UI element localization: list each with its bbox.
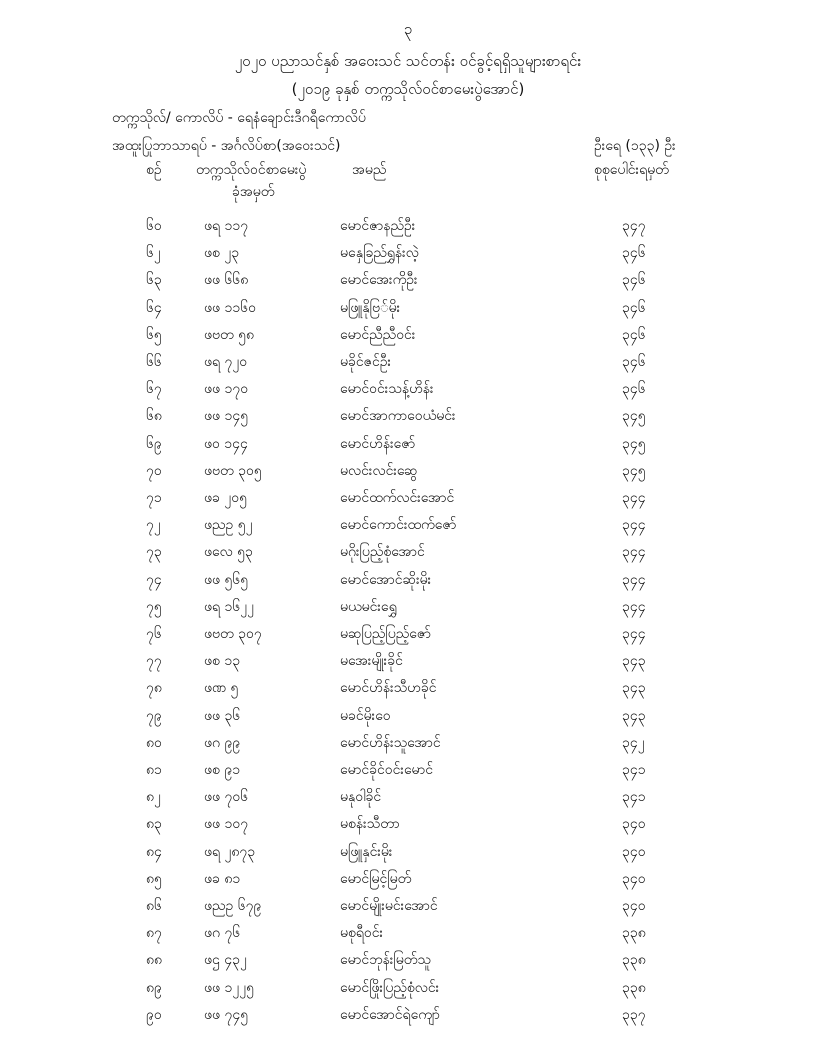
student-name: မစုရီဝင်း xyxy=(340,925,384,942)
table-row xyxy=(0,270,816,297)
total-mark: ၃၄၆ xyxy=(622,272,646,289)
row-number: ၇၅ xyxy=(146,598,162,615)
student-name: မောင်ဘုန်းမြတ်သူ xyxy=(340,952,431,969)
row-number: ၇၂ xyxy=(146,517,161,534)
roll-number: ဖဖ ၁၄၅ xyxy=(204,408,249,425)
roll-number: ဖဝ ၁၄၄ xyxy=(204,435,248,452)
total-mark: ၃၄၀ xyxy=(622,898,646,914)
total-mark: ၃၄၅ xyxy=(622,462,646,479)
row-number: ၈၇ xyxy=(146,925,162,942)
university-line: တက္ကသိုလ်/ ကောလိပ် - ရေနံချောင်းဒီဂရီကောလိပ် xyxy=(112,110,366,126)
row-number: ၇၄ xyxy=(146,571,162,588)
row-number: ၇၀ xyxy=(146,462,162,479)
table-row xyxy=(0,216,816,243)
table-row xyxy=(0,651,816,678)
row-number: ၈၉ xyxy=(146,979,162,996)
student-name: မောင်အောင်ဆိုးမိုး xyxy=(340,571,432,588)
total-mark: ၃၄၇ xyxy=(622,218,646,234)
column-header-total: စုစုပေါင်းရမှတ် xyxy=(594,162,669,178)
table-row xyxy=(0,706,816,733)
table-row xyxy=(0,488,816,515)
table-row xyxy=(0,678,816,705)
table-row xyxy=(0,542,816,569)
student-name: မောင်ဟိန်းသီဟခိုင် xyxy=(340,680,437,697)
table-row xyxy=(0,515,816,542)
table-row xyxy=(0,923,816,950)
student-name: မောင်အောင်ရဲကျော် xyxy=(340,1006,440,1023)
page-number: ၃ xyxy=(403,20,413,38)
table-row xyxy=(0,814,816,841)
table-row xyxy=(0,978,816,1005)
table-row xyxy=(0,298,816,325)
roll-number: ဖဗတ ၃၀၇ xyxy=(204,626,262,642)
student-name: မောင်ဖြိုးပြည့်စုံလင်း xyxy=(340,979,440,996)
total-mark: ၃၄၆ xyxy=(622,299,646,316)
table-row xyxy=(0,379,816,406)
roll-number: ဖဗတ ၃၀၅ xyxy=(204,462,262,479)
roll-number: ဖလေ ၅၃ xyxy=(204,544,253,561)
roll-number: ဖညဥ ၅၂ xyxy=(204,517,253,534)
student-name: မောင်ဟိန်းဇော် xyxy=(340,435,416,452)
table-row xyxy=(0,325,816,352)
roll-number: ဖဖ ၇၀၆ xyxy=(204,789,249,806)
row-number: ၇၁ xyxy=(146,490,162,506)
student-name: မောင်ခိုင်ဝင်းမောင် xyxy=(340,762,434,778)
table-row xyxy=(0,461,816,488)
student-name: မခိုင်ဇင်ဦး xyxy=(340,354,392,370)
title-line-2: (၂၀၁၉ ခုနှစ် တက္ကသိုလ်ဝင်စာမေးပွဲအောင်) xyxy=(291,80,525,98)
roll-number: ဖဖ ၁၇၀ xyxy=(204,381,249,398)
column-header-roll-line2: ခုံအမှတ် xyxy=(232,184,275,200)
row-number: ၇၇ xyxy=(146,653,162,670)
student-name: မောင်အေးကိုဦး xyxy=(340,272,418,289)
roll-number: ဖဖ ၁၁၆၀ xyxy=(204,299,256,316)
student-name: မစန်းသီတာ xyxy=(340,816,400,833)
row-number: ၈၂ xyxy=(146,789,161,806)
roll-number: ဖစ ၁၃ xyxy=(204,653,241,670)
table-row xyxy=(0,842,816,869)
roll-number: ဖစ ၂၃ xyxy=(204,245,240,262)
student-name: မောင်ညီညီဝင်း xyxy=(340,326,416,343)
table-row xyxy=(0,243,816,270)
total-mark: ၃၄၀ xyxy=(622,843,646,860)
intake-count: ဦးရေ (၁၃၃) ဦး xyxy=(594,138,676,154)
roll-number: ဖဖ ၇၄၅ xyxy=(204,1006,249,1023)
row-number: ၈၀ xyxy=(146,734,162,751)
roll-number: ဖဏ ၅ xyxy=(204,680,239,697)
student-name: မခင်မိုးဝေ xyxy=(340,707,391,724)
row-number: ၆၀ xyxy=(146,218,162,234)
student-name: မဆုပြည့်ပြည့်ဇော် xyxy=(340,626,431,642)
total-mark: ၃၄၅ xyxy=(622,435,646,452)
row-number: ၆၅ xyxy=(146,326,162,343)
row-number: ၆၆ xyxy=(146,354,162,370)
total-mark: ၃၃၇ xyxy=(622,1006,646,1023)
total-mark: ၃၄၀ xyxy=(622,870,646,887)
roll-number: ဖရ ၂၈၇၃ xyxy=(204,843,256,860)
roll-number: ဖခ ၂၀၅ xyxy=(204,490,247,506)
student-name: မဖြူနိုဗြ်မိုး xyxy=(340,299,401,316)
table-row xyxy=(0,434,816,461)
total-mark: ၃၄၄ xyxy=(622,490,646,506)
table-row xyxy=(0,624,816,651)
table-row xyxy=(0,787,816,814)
student-name: မဖြူနှင်းမိုး xyxy=(340,843,393,860)
student-name: မောင်အာကာဝေယံမင်း xyxy=(340,408,456,425)
student-name: မနုဝါခိုင် xyxy=(340,789,382,806)
total-mark: ၃၄၂ xyxy=(622,734,645,751)
total-mark: ၃၄၆ xyxy=(622,354,646,370)
total-mark: ၃၄၃ xyxy=(622,653,646,670)
row-number: ၇၉ xyxy=(146,707,162,724)
column-header-no: စဉ် xyxy=(146,162,162,178)
row-number: ၉၀ xyxy=(146,1006,162,1023)
roll-number: ဖဂ ၉၉ xyxy=(204,734,241,751)
table-row xyxy=(0,352,816,379)
table-row xyxy=(0,950,816,977)
total-mark: ၃၄၁ xyxy=(622,789,646,806)
table-row xyxy=(0,597,816,624)
student-name: မောင်ဟိန်းသူအောင် xyxy=(340,734,441,751)
roll-number: ဖဗတ ၅၈ xyxy=(204,326,254,343)
row-number: ၈၆ xyxy=(146,898,162,914)
roll-number: ဖဖ ၁၀၇ xyxy=(204,816,249,833)
column-header-name: အမည် xyxy=(352,162,387,178)
student-name: မောင်ထက်လင်းအောင် xyxy=(340,490,455,506)
roll-number: ဖဖ ၅၆၅ xyxy=(204,571,249,588)
row-number: ၆၈ xyxy=(146,408,162,425)
student-name: မောင်ကောင်းထက်ဇော် xyxy=(340,517,457,534)
table-row xyxy=(0,896,816,923)
total-mark: ၃၄၀ xyxy=(622,816,646,833)
table-row xyxy=(0,1005,816,1032)
roll-number: ဖစ ၉၁ xyxy=(204,762,241,778)
row-number: ၈၃ xyxy=(146,816,162,833)
total-mark: ၃၄၃ xyxy=(622,707,646,724)
row-number: ၆၉ xyxy=(146,435,162,452)
title-line-1: ၂၀၂၀ ပညာသင်နှစ် အဝေးသင် သင်တန်း ဝင်ခွင့်ရရှိသူများစာရင်း xyxy=(234,52,582,70)
total-mark: ၃၄၅ xyxy=(622,408,646,425)
row-number: ၈၄ xyxy=(146,843,162,860)
total-mark: ၃၄၄ xyxy=(622,598,646,615)
roll-number: ဖဖ ၆၆၈ xyxy=(204,272,249,289)
row-number: ၈၁ xyxy=(146,762,162,778)
student-name: မဂိုးပြည့်စုံအောင် xyxy=(340,544,425,561)
total-mark: ၃၄၄ xyxy=(622,626,646,642)
total-mark: ၃၄၄ xyxy=(622,544,646,561)
subject-line: အထူးပြုဘာသာရပ် - အင်္ဂလိပ်စာ(အဝေးသင်) xyxy=(112,138,341,154)
total-mark: ၃၄၄ xyxy=(622,517,646,534)
total-mark: ၃၃၈ xyxy=(622,925,646,942)
student-name: မောင်မြင့်မြတ် xyxy=(340,870,412,887)
roll-number: ဖခ ၈၁ xyxy=(204,870,241,887)
roll-number: ဖဌ ၄၃၂ xyxy=(204,952,247,969)
column-header-roll: တက္ကသိုလ်ဝင်စာမေးပွဲ xyxy=(196,162,307,178)
total-mark: ၃၃၈ xyxy=(622,952,646,969)
table-row xyxy=(0,760,816,787)
roll-number: ဖဖ ၃၆ xyxy=(204,707,241,724)
row-number: ၆၃ xyxy=(146,272,162,289)
total-mark: ၃၄၆ xyxy=(622,245,646,262)
total-mark: ၃၄၆ xyxy=(622,326,646,343)
student-name: မောင်ဇာနည်ဦး xyxy=(340,218,416,234)
roll-number: ဖဖ ၁၂၂၅ xyxy=(204,979,254,996)
table-row xyxy=(0,733,816,760)
student-name: မယမင်းရွှေ xyxy=(340,598,397,615)
roll-number: ဖဂ ၇၆ xyxy=(204,925,241,942)
student-name: မောင်မျိုးမင်းအောင် xyxy=(340,898,438,914)
table-row xyxy=(0,406,816,433)
total-mark: ၃၄၃ xyxy=(622,680,646,697)
roll-number: ဖရ ၁၁၇ xyxy=(204,218,249,234)
roll-number: ဖရ ၇၂၀ xyxy=(204,354,248,370)
row-number: ၈၅ xyxy=(146,870,162,887)
student-name: မနှေခြည်ရွှန်းလဲ့ xyxy=(340,245,419,262)
total-mark: ၃၄၆ xyxy=(622,381,646,398)
row-number: ၆၄ xyxy=(146,299,162,316)
row-number: ၇၈ xyxy=(146,680,162,697)
row-number: ၈၈ xyxy=(146,952,162,969)
row-number: ၆၇ xyxy=(146,381,162,398)
table-row xyxy=(0,869,816,896)
student-name: မအေးမျိုးခိုင် xyxy=(340,653,403,670)
student-name: မောင်ဝင်းသန့်ဟိန်း xyxy=(340,381,434,398)
total-mark: ၃၃၈ xyxy=(622,979,646,996)
roll-number: ဖညဥ ၆၇၉ xyxy=(204,898,262,914)
total-mark: ၃၄၄ xyxy=(622,571,646,588)
table-row xyxy=(0,570,816,597)
row-number: ၇၃ xyxy=(146,544,162,561)
student-name: မလင်းလင်းဆွေ xyxy=(340,462,418,479)
roll-number: ဖရ ၁၆၂၂ xyxy=(204,598,254,615)
row-number: ၇၆ xyxy=(146,626,162,642)
row-number: ၆၂ xyxy=(146,245,161,262)
total-mark: ၃၄၁ xyxy=(622,762,646,778)
